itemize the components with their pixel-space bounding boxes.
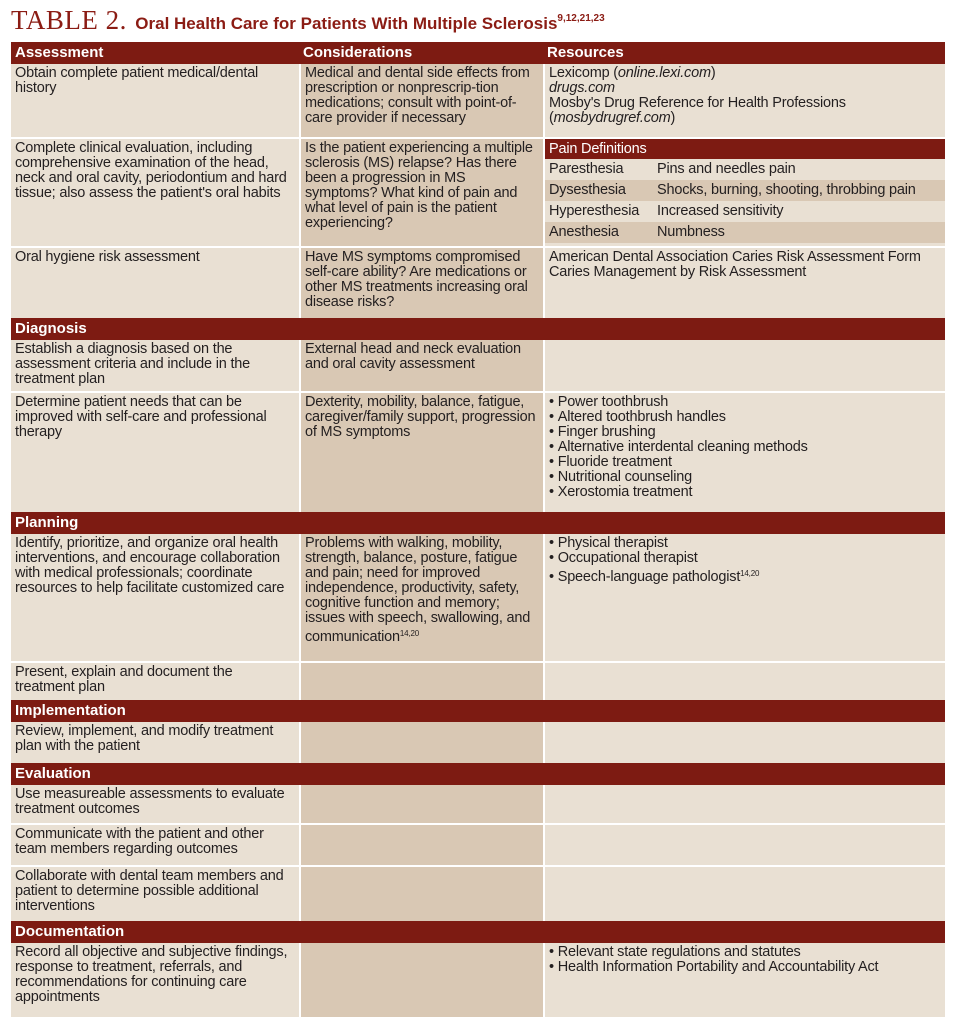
resources-cell [543, 722, 945, 763]
pain-definition-row: Anesthesia Numbness [545, 222, 945, 243]
assessment-cell: Obtain complete patient medical/dental history [11, 64, 299, 137]
resources-cell [543, 785, 945, 823]
section-header-documentation: Documentation [11, 921, 945, 943]
resources-cell [543, 340, 945, 391]
list-item: • Xerostomia treatment [549, 485, 941, 500]
table-row [11, 943, 945, 1017]
list-item: • Speech-language pathologist$^{14,20}$ [549, 566, 941, 585]
list-item: • Health Information Portability and Accountability Act [549, 960, 941, 975]
list-item: • Finger brushing [549, 425, 941, 440]
list-item: • Physical therapist [549, 536, 941, 551]
table-row [11, 248, 945, 318]
resources-cell [543, 534, 945, 661]
table-row [11, 825, 945, 865]
resource-line: Lexicomp (online.lexi.com) [549, 65, 716, 81]
table-caption-text: Oral Health Care for Patients With Multiple Sclerosis [135, 14, 558, 33]
list-item: • Power toothbrush [549, 395, 941, 410]
pain-definitions-cell [543, 139, 945, 246]
assessment-cell: Present, explain and document the treatment plan [11, 663, 299, 700]
considerations-cell: Dexterity, mobility, balance, fatigue, caregiver/family support, progression of MS symptoms [299, 393, 543, 512]
resources-cell [543, 64, 945, 137]
assessment-cell: Determine patient needs that can be improved with self-care and professional therapy [11, 393, 299, 512]
resource-line: drugs.com [549, 80, 615, 96]
considerations-cell [299, 943, 543, 1017]
resources-cell [543, 663, 945, 700]
assessment-cell: Review, implement, and modify treatment plan with the patient [11, 722, 299, 763]
considerations-cell [299, 867, 543, 921]
table-row [11, 785, 945, 823]
resources-cell [543, 867, 945, 921]
considerations-cell: Medical and dental side effects from prescription or nonprescrip-tion medications; consult with point-of-care provider if necessary [299, 64, 543, 137]
resource-line: Mosby's Drug Reference for Health Professions (mosbydrugref.com) [549, 95, 846, 126]
assessment-cell: Collaborate with dental team members and patient to determine possible additional interventions [11, 867, 299, 921]
assessment-cell: Oral hygiene risk assessment [11, 248, 299, 318]
considerations-cell: Problems with walking, mobility, strength, balance, posture, fatigue and pain; need for improved independence, productivity, safety, cognitive function and memory; issues with speech, swallowing, and communication$^{14,20}$ [299, 534, 543, 661]
resource-bullet-list [549, 536, 941, 585]
resource-line: Caries Management by Risk Assessment [549, 264, 807, 280]
assessment-cell: Identify, prioritize, and organize oral health interventions, and encourage collaboration with medical professionals; coordinate resources to help facilitate customized care [11, 534, 299, 661]
table-row [11, 139, 945, 246]
table-row [11, 722, 945, 763]
table-caption [135, 14, 604, 33]
list-item: • Occupational therapist [549, 551, 941, 566]
assessment-cell: Establish a diagnosis based on the assessment criteria and include in the treatment plan [11, 340, 299, 391]
assessment-cell: Communicate with the patient and other team members regarding outcomes [11, 825, 299, 865]
section-header-evaluation: Evaluation [11, 763, 945, 785]
resource-bullet-list [549, 945, 941, 975]
column-header-resources: Resources [547, 44, 624, 61]
considerations-cell: External head and neck evaluation and oral cavity assessment [299, 340, 543, 391]
table-row [11, 534, 945, 661]
table-row [11, 393, 945, 512]
list-item: • Alternative interdental cleaning methods [549, 440, 941, 455]
section-header-planning: Planning [11, 512, 945, 534]
resources-cell [543, 393, 945, 512]
pain-definition-row: Paresthesia Pins and needles pain [549, 161, 796, 177]
table-caption-refs: 9,12,21,23 [557, 13, 605, 24]
assessment-cell: Complete clinical evaluation, including comprehensive examination of the head, neck and oral cavity, periodontium and hard tissue; also assess the patient's oral habits [11, 139, 299, 246]
considerations-cell [299, 663, 543, 700]
column-header-assessment: Assessment [15, 44, 104, 61]
considerations-cell [299, 722, 543, 763]
section-header-diagnosis: Diagnosis [11, 318, 945, 340]
resources-cell [543, 943, 945, 1017]
pain-definitions-header: Pain Definitions [545, 139, 945, 159]
table-row [11, 340, 945, 391]
column-header-considerations: Considerations [303, 44, 413, 61]
considerations-cell [299, 785, 543, 823]
section-header-implementation: Implementation [11, 700, 945, 722]
pain-definition-row: Hyperesthesia Increased sensitivity [549, 203, 784, 219]
resources-cell [543, 248, 945, 318]
resource-bullet-list [549, 395, 941, 500]
assessment-cell: Record all objective and subjective findings, response to treatment, referrals, and recommendations for continuing care appointments [11, 943, 299, 1017]
considerations-cell: Have MS symptoms compromised self-care ability? Are medications or other MS treatments increasing oral disease risks? [299, 248, 543, 318]
reference-superscript: 14,20 [399, 629, 419, 638]
table-row [11, 64, 945, 137]
considerations-cell [299, 825, 543, 865]
table-row [11, 867, 945, 921]
list-item: • Nutritional counseling [549, 470, 941, 485]
column-header-row [11, 42, 945, 64]
resource-line: American Dental Association Caries Risk Assessment Form [549, 249, 921, 265]
oral-health-table [11, 42, 945, 1022]
assessment-cell: Use measureable assessments to evaluate treatment outcomes [11, 785, 299, 823]
table-row [11, 663, 945, 700]
list-item: • Relevant state regulations and statutes [549, 945, 941, 960]
table-number: TABLE 2. [11, 5, 127, 35]
table-title [11, 5, 605, 35]
pain-definitions-list [549, 159, 941, 243]
list-item: • Fluoride treatment [549, 455, 941, 470]
list-item: • Altered toothbrush handles [549, 410, 941, 425]
considerations-cell: Is the patient experiencing a multiple sclerosis (MS) relapse? Has there been a progression in MS symptoms? What kind of pain and what level of pain is the patient experiencing? [299, 139, 543, 246]
resources-cell [543, 825, 945, 865]
pain-definition-row: Dysesthesia Shocks, burning, shooting, throbbing pain [545, 180, 945, 201]
reference-superscript: 14,20 [740, 569, 760, 578]
